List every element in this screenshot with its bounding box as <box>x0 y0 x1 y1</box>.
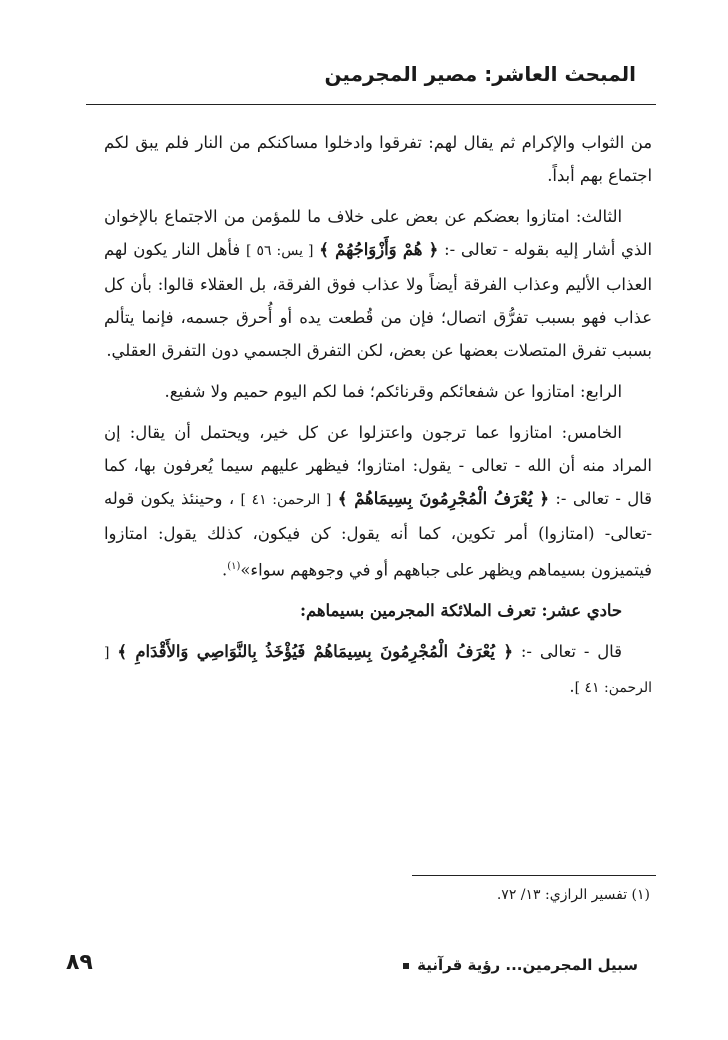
quran-verse: ﴿ يُعْرَفُ الْمُجْرِمُونَ بِسِيمَاهُمْ فَيُؤْخَذُ بِالنَّوَاصِي وَالأَقْدَامِ ﴾ <box>117 642 513 662</box>
paragraph-fourth: الرابع: امتازوا عن شفعائكم وقرنائكم؛ فما لكم اليوم حميم ولا شفيع. <box>164 382 622 401</box>
paragraph-fifth-end: . <box>221 560 228 580</box>
paragraph-1: من الثواب والإكرام ثم يقال لهم: تفرقوا وادخلوا مساكنكم من النار فلم يبق لكم اجتماع بهم أبداً. <box>104 133 652 185</box>
footnote-divider <box>412 875 656 876</box>
verse-reference: [ يس: ٥٦ ] <box>245 243 314 259</box>
paragraph-fifth-body: ، وحينئذ يكون قوله -تعالى- (امتازوا) أمر تكوين، كما أنه يقول: كن فيكون، كذلك يقول: امتازوا فيتميزون بسيماهم ويظهر على جباههم أو في وجوههم سواء» <box>104 489 652 580</box>
paragraph-fifth <box>104 416 652 586</box>
quran-verse: ﴿ يُعْرَفُ الْمُجْرِمُونَ بِسِيمَاهُمْ ﴾ <box>337 489 550 508</box>
square-bullet-icon <box>403 963 409 969</box>
section-heading: حادي عشر: تعرف الملائكة المجرمين بسيماهم: <box>299 601 622 621</box>
footer-book-title <box>395 956 638 974</box>
verse-reference: [ الرحمن: ٤١ ] <box>240 492 332 508</box>
body-text <box>104 126 652 713</box>
paragraph-third <box>104 200 652 367</box>
book-title: سبيل المجرمين... رؤية قرآنية <box>417 956 638 974</box>
paragraph-third-body: فأهل النار يكون لهم العذاب الأليم وعذاب الفرقة أيضاً ولا عذاب فوق الفرقة، بل العقلاء قالوا: بأن كل عذاب فهو بسبب تفرُّق اتصال؛ فإن من قُطعت يده أو أُحرق جسمه، فإنما يتألم بسبب تفرق المتصلات بعضها عن بعض، لكن التفرق الجسمي دون التفرق العقلي. <box>104 240 652 360</box>
quran-verse: ﴿ هُمْ وَأَزْوَاجُهُمْ ﴾ <box>319 240 439 259</box>
verse-reference: [ الرحمن: ٤١ ] <box>104 645 652 697</box>
paragraph-sixth-end: . <box>569 677 575 697</box>
chapter-header: المبحث العاشر: مصير المجرمين <box>324 62 636 86</box>
footnote: (١) تفسير الرازي: ١٣/ ٧٢. <box>496 887 650 903</box>
header-divider <box>86 104 656 105</box>
paragraph-fifth-intro: الخامس: امتازوا عما ترجون واعتزلوا عن كل خير، ويحتمل أن يقال: إن المراد منه أن الله - تعالى - يقول: امتازوا؛ فيظهر عليهم سيما يُعرفون بها، كما قال - تعالى -: <box>104 423 652 508</box>
paragraph-third-intro: الثالث: امتازوا بعضكم عن بعض على خلاف ما للمؤمن من الاجتماع بالإخوان الذي أشار إليه بقوله - تعالى -: <box>104 207 653 259</box>
page-number: ٨٩ <box>66 950 93 975</box>
paragraph-sixth <box>104 635 652 705</box>
paragraph-sixth-intro: قال - تعالى -: <box>520 642 622 662</box>
footnote-marker: (١) <box>227 561 241 572</box>
